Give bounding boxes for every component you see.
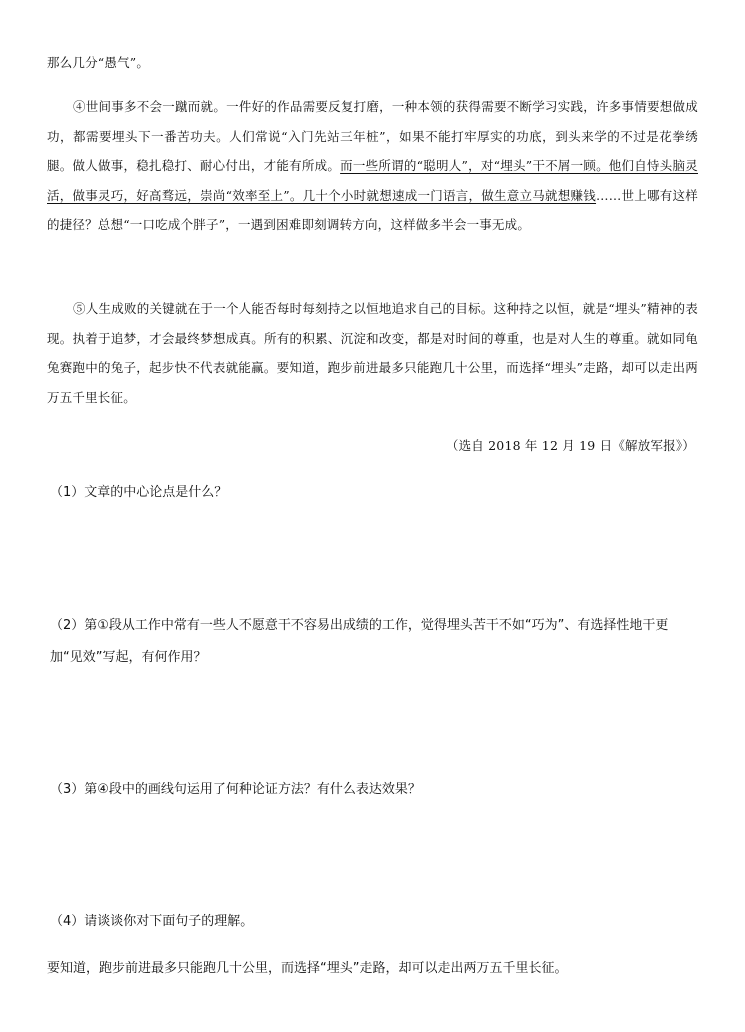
paragraph-5: [47, 294, 698, 412]
question-4: （4）请谈谈你对下面句子的理解。: [50, 914, 254, 929]
question-2: （2）第①段从工作中常有一些人不愿意干不容易出成绩的工作，觉得埋头苦干不如“巧为”、有选择性地干更加“见效”写起，有何作用？: [50, 618, 669, 665]
paragraph-4: [47, 92, 698, 240]
article-source: （选自 2018 年 12 月 19 日《解放军报》）: [445, 438, 695, 453]
question-3: （3）第④段中的画线句运用了何种论证方法？有什么表达效果？: [50, 782, 421, 797]
paragraph-ending-text: 那么几分“愚气”。: [47, 55, 150, 70]
paragraph-4-text-a: ④世间事多不会一蹴而就。一件好的作品需要反复打磨，一种本领的获得需要不断学习实践，许多事情要想做成功，都需要埋头下一番苦功夫。人们常说“入门先站三年桩”，如果不能打牢厚实的功底，到头来学的不过是花拳绣腿。做人做事，稳扎稳打、耐心付出，才能有所成。: [47, 99, 698, 173]
paragraph-4-text-b: ……世上哪有这样的捷径？总想“一口吃成个胖子”，一遇到困难即刻调转方向，这样做多半会一事无成。: [47, 187, 698, 232]
question-4-quote: 要知道，跑步前进最多只能跑几十公里，而选择“埋头”走路，却可以走出两万五千里长征。: [47, 961, 568, 976]
paragraph-5-text: ⑤人生成败的关键就在于一个人能否每时每刻持之以恒地追求自己的目标。这种持之以恒，就是“埋头”精神的表现。执着于追梦，才会最终梦想成真。所有的积累、沉淀和改变，都是对时间的尊重，也是对人生的尊重。就如同龟兔赛跑中的兔子，起步快不代表就能赢。要知道，跑步前进最多只能跑几十公里，而选择“埋头”走路，却可以走出两万五千里长征。: [47, 301, 698, 405]
paragraph-ending: [47, 48, 698, 78]
question-1: （1）文章的中心论点是什么？: [50, 485, 228, 500]
paragraph-4-underlined-sentence: 而一些所谓的“聪明人”，对“埋头”干不屑一顾。他们自恃头脑灵活，做事灵巧，好高骛远，崇尚“效率至上”。几十个小时就想速成一门语言，做生意立马就想赚钱: [47, 158, 698, 203]
